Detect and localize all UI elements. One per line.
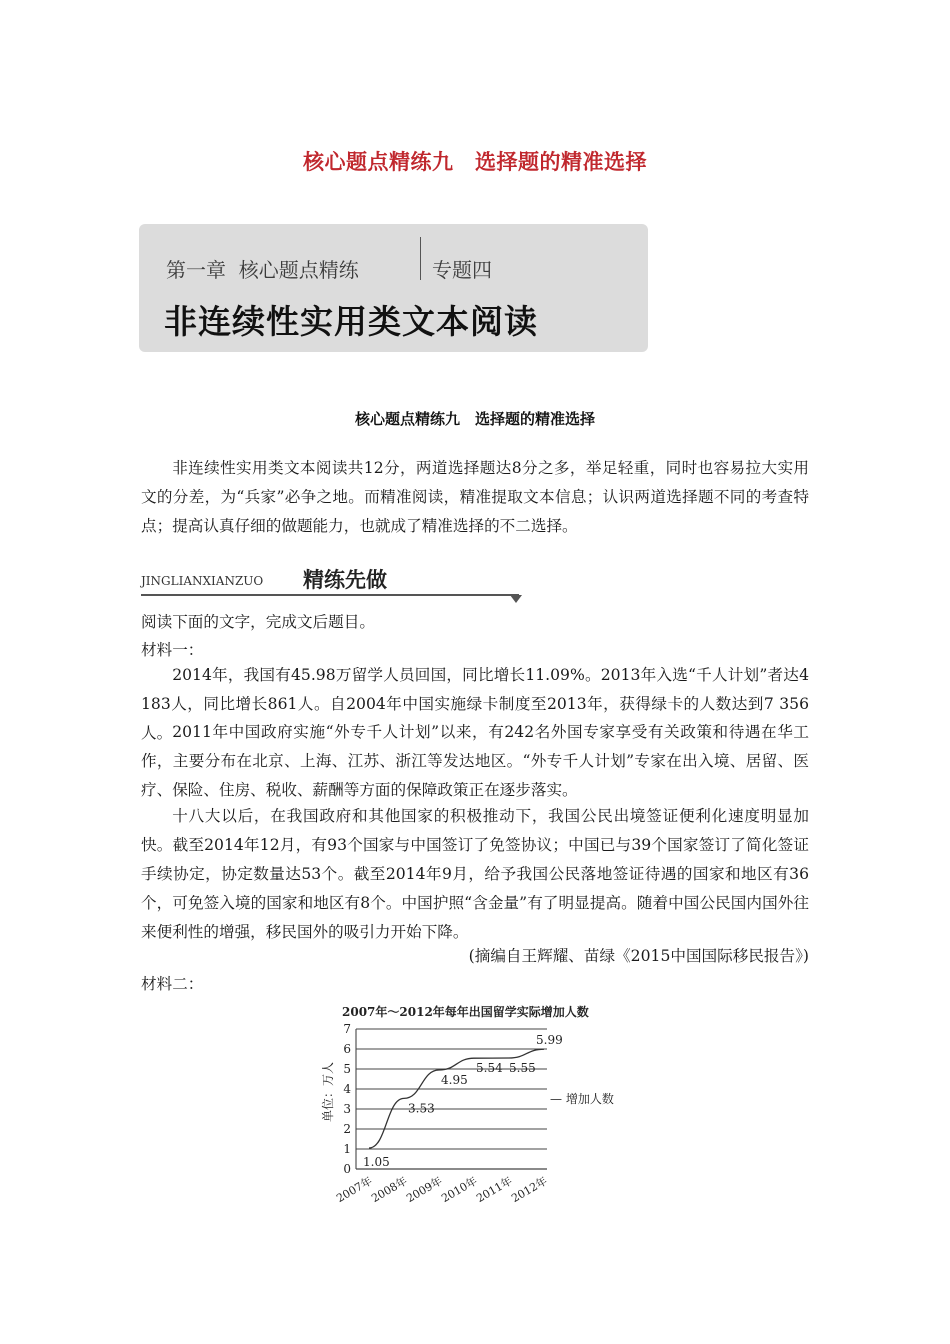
- y-tick-label: 3: [343, 1102, 351, 1116]
- practice-section-header: [141, 562, 521, 600]
- material1-paragraph-2: 2011年中国政府实施“外专千人计划”以来，有242名外国专家享受有关政策和待遇在华工作，主要分布在北京、上海、江苏、浙江等发达地区。“外专千人计划”专家在出入境、居留、医疗、保险、住房、税收、薪酬等方面的保障政策正在逐步落实。: [141, 723, 809, 799]
- x-tick-label: 2011年: [474, 1174, 515, 1206]
- banner-chapter: 第一章 核心题点精练: [166, 258, 359, 282]
- chart-y-axis-label: 单位：万人: [321, 1061, 335, 1122]
- y-tick-label: 0: [343, 1162, 351, 1176]
- source-citation: (摘编自王辉耀、苗绿《2015中国国际移民报告》): [468, 947, 809, 965]
- y-tick-label: 6: [343, 1042, 351, 1056]
- line-chart: [318, 1002, 648, 1207]
- intro-paragraph: 非连续性实用类文本阅读共12分，两道选择题达8分之多，举足轻重，同时也容易拉大实用文的分差，为“兵家”必争之地。而精准阅读，精准提取文本信息；认识两道选择题不同的考查特点；提高认真仔细的做题能力，也就成了精准选择的不二选择。: [141, 459, 809, 535]
- data-label: 1.05: [363, 1155, 390, 1169]
- banner-title: 非连续性实用类文本阅读: [164, 302, 538, 341]
- y-tick-label: 1: [343, 1142, 351, 1156]
- data-label: 5.54: [476, 1061, 503, 1076]
- section-subtitle: 核心题点精练九 选择题的精准选择: [354, 410, 595, 428]
- data-label: 5.55: [509, 1061, 536, 1075]
- material1-paragraph-3: 十八大以后，在我国政府和其他国家的积极推动下，我国公民出境签证便利化速度明显加快。截至2014年12月，有93个国家与中国签订了免签协议；中国已与39个国家签订了简化签证手续协定，协定数量达53个。截至2014年9月，给予我国公民落地签证待遇的国家和地区有36个，可免签入境的国家和地区有8个。中国护照“含金量”有了明显提高。随着中国公民国内国外往来便利性的增强，移民国外的吸引力开始下降。: [141, 807, 809, 941]
- section-pinyin: JINGLIANXIANZUO: [141, 574, 264, 588]
- data-label: 4.95: [441, 1073, 468, 1087]
- triangle-down-icon: [510, 595, 522, 603]
- reading-instruction: 阅读下面的文字，完成文后题目。: [141, 613, 375, 631]
- x-tick-label: 2009年: [404, 1174, 445, 1206]
- chapter-banner: [139, 224, 648, 352]
- chart-legend: — 增加人数: [550, 1092, 614, 1106]
- section-label: 精练先做: [303, 568, 387, 592]
- banner-divider: [420, 237, 421, 280]
- banner-topic: 专题四: [432, 258, 492, 282]
- y-tick-label: 7: [343, 1022, 351, 1036]
- chart-title: 2007年～2012年每年出国留学实际增加人数: [342, 1005, 589, 1019]
- data-label: 5.99: [536, 1033, 563, 1048]
- x-tick-label: 2007年: [334, 1174, 375, 1206]
- material1-paragraph-1: 2014年，我国有45.98万留学人员回国，同比增长11.09%。2013年入选“千人计划”者达4 183人，同比增长861人。自2004年中国实施绿卡制度至2013年，获得绿卡的人数达到7 356人。: [141, 666, 809, 742]
- y-tick-label: 4: [343, 1082, 351, 1096]
- x-tick-label: 2012年: [509, 1174, 550, 1206]
- material2-label: 材料二：: [141, 975, 204, 993]
- x-tick-label: 2010年: [439, 1174, 480, 1206]
- y-tick-label: 2: [343, 1122, 351, 1136]
- page-top-title: 核心题点精练九 选择题的精准选择: [303, 150, 647, 174]
- data-label: 3.53: [408, 1101, 435, 1116]
- x-tick-label: 2008年: [369, 1174, 410, 1206]
- material1-label: 材料一：: [141, 641, 204, 659]
- section-rule: [141, 594, 519, 596]
- y-tick-label: 5: [343, 1062, 351, 1076]
